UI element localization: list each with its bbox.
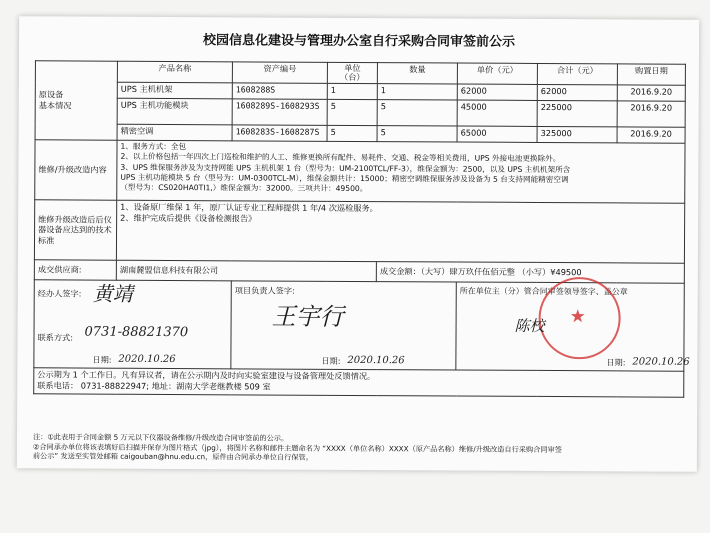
cell-unit: 1 (327, 83, 377, 99)
cell-total: 62000 (537, 84, 617, 100)
official-stamp (538, 277, 620, 359)
maintenance-row (35, 140, 685, 203)
operator-signature: 黄靖 (92, 281, 133, 306)
cell-unit: 5 (327, 125, 377, 141)
maintenance-line: （型号为：CS020HA0TI1,）维保金额为：32000。三项共计：49500。 (120, 182, 368, 194)
tech-line: 1、设备原厂维保 1 年，原厂认证专业工程师提供 1 年/4 次巡检服务。 (120, 201, 378, 214)
cell-qty: 5 (377, 126, 457, 142)
maintenance-line: UPS 主机功能模块 5 台（型号为：UM-0300TCL-M），维保金额共计：15000；精密空调维保服务涉及设备为 5 台支持网能精密空调 (120, 172, 569, 184)
dept-signature: 陈校 (514, 316, 545, 336)
footnotes (33, 432, 683, 465)
cell-qty: 1 (377, 84, 457, 100)
cell-product: UPS 主机机架 (117, 82, 232, 99)
signature-row (34, 280, 684, 371)
cell-price: 62000 (457, 84, 537, 100)
stamp-star-icon: ★ (569, 306, 586, 328)
cell-total: 325000 (537, 126, 617, 142)
cell-total: 225000 (537, 100, 617, 126)
pm-cell (231, 281, 456, 370)
cell-asset: 1608283S-1608287S (232, 125, 327, 141)
cell-date: 2016.9.20 (617, 101, 685, 127)
maintenance-content (117, 140, 685, 203)
date-label: 日期: (321, 355, 341, 366)
supplier-name: 湖南麓盟信息科技有限公司 (116, 260, 376, 281)
date-handwritten: 2020.10.26 (118, 353, 176, 366)
cell-date: 2016.9.20 (617, 85, 685, 101)
maintenance-line: 2、以上价格包括一年四次上门巡检和维护的人工、维修更换所有配件、易耗件、交通、税金等相关费用，UPS 外接电池更换除外。 (120, 152, 561, 164)
col-unit: 单位 （台） (327, 62, 377, 83)
cell-asset: 1608289S-1608293S (232, 99, 327, 125)
pm-signature: 王宇行 (271, 302, 344, 331)
dept-cell (456, 282, 690, 371)
col-price: 单价（元） (457, 63, 537, 84)
date-label: 日期: (606, 357, 626, 368)
notice-line: 公示期为 1 个工作日。凡有异议者，请在公示期内及时向实验室建设与设备管理处反馈情况。 (37, 369, 376, 382)
col-product: 产品名称 (117, 61, 232, 83)
supplier-label: 成交供应商: (34, 260, 116, 280)
cell-price: 45000 (457, 100, 537, 126)
col-asset: 资产编号 (232, 62, 327, 84)
basic-info-label (35, 61, 117, 140)
cell-product: 精密空调 (117, 124, 232, 141)
tech-content (116, 200, 684, 263)
cell-qty: 5 (377, 100, 457, 126)
basic-info-line: 基本情况 (38, 100, 72, 111)
amount-text: 成交金额：（大写）肆万玖仟伍佰元整 （小写）¥49500 (376, 262, 684, 284)
cell-date: 2016.9.20 (617, 127, 685, 143)
pm-label: 项目负责人签字: (234, 285, 295, 296)
cell-asset: 1608288S (232, 83, 327, 99)
tech-label: 维修升级改造后后仪器设备应达到的技术标准 (34, 200, 116, 260)
footnote-line: 注：①此表用于合同金额 5 万元以下仪器设备维修/升级改造合同审签前的公示。 (32, 432, 289, 443)
date-label: 日期: (92, 354, 112, 365)
operator-cell (34, 280, 231, 369)
maintenance-label: 维修/升级改造内容 (35, 140, 117, 200)
form-table (33, 60, 690, 397)
footnote-line: ②合同承办单位将该表填好后扫描并保存为图片格式（jpg），将图片名称和邮件主题命名为 “XXXX（单位名称）XXXX（原产品名称）维修/升级改造自行采购合同审签 (32, 442, 562, 454)
tech-row (34, 200, 684, 263)
maintenance-line: 1、服务方式：全包 (120, 141, 187, 152)
document-sheet (17, 16, 699, 472)
col-total: 合计（元） (537, 63, 617, 84)
basic-info-line: 原设备 (38, 89, 64, 100)
footnote-line: 前公示” 发送至实管处邮箱 caigouban@hnu.edu.cn，原件由合同承办单位自行保管。 (32, 451, 313, 463)
date-handwritten: 2020.10.26 (632, 356, 690, 368)
operator-label: 经办人签字: (37, 288, 82, 299)
maintenance-line: 3、UPS 维保服务涉及为支持网能 UPS 主机机架 1 台（型号为：UM-2100TCL/FF-3），维保金额为：2500，以及 UPS 主机机架所含 (120, 162, 571, 174)
date-handwritten: 2020.10.26 (347, 354, 405, 367)
cell-unit: 5 (327, 99, 377, 125)
tech-line: 2、维护完成后提供《设备检测报告》 (120, 212, 257, 224)
page-title: 校园信息化建设与管理办公室自行采购合同审签前公示 (203, 33, 516, 50)
notice-cell (34, 368, 684, 397)
cell-price: 65000 (457, 126, 537, 142)
col-date: 购置日期 (617, 64, 685, 85)
dept-label: 所在单位主（分）管合同审签领导签字、盖公章 (459, 286, 628, 297)
notice-row (34, 368, 684, 397)
table-row (35, 98, 685, 127)
col-qty: 数量 (377, 63, 457, 84)
contact-handwritten: 0731-88821370 (84, 324, 189, 341)
contact-label: 联系方式: (37, 332, 74, 343)
cell-product: UPS 主机功能模块 (117, 98, 232, 125)
notice-line: 联系电话： 0731-88822947; 地址：湖南大学老继教楼 509 室 (37, 380, 271, 392)
